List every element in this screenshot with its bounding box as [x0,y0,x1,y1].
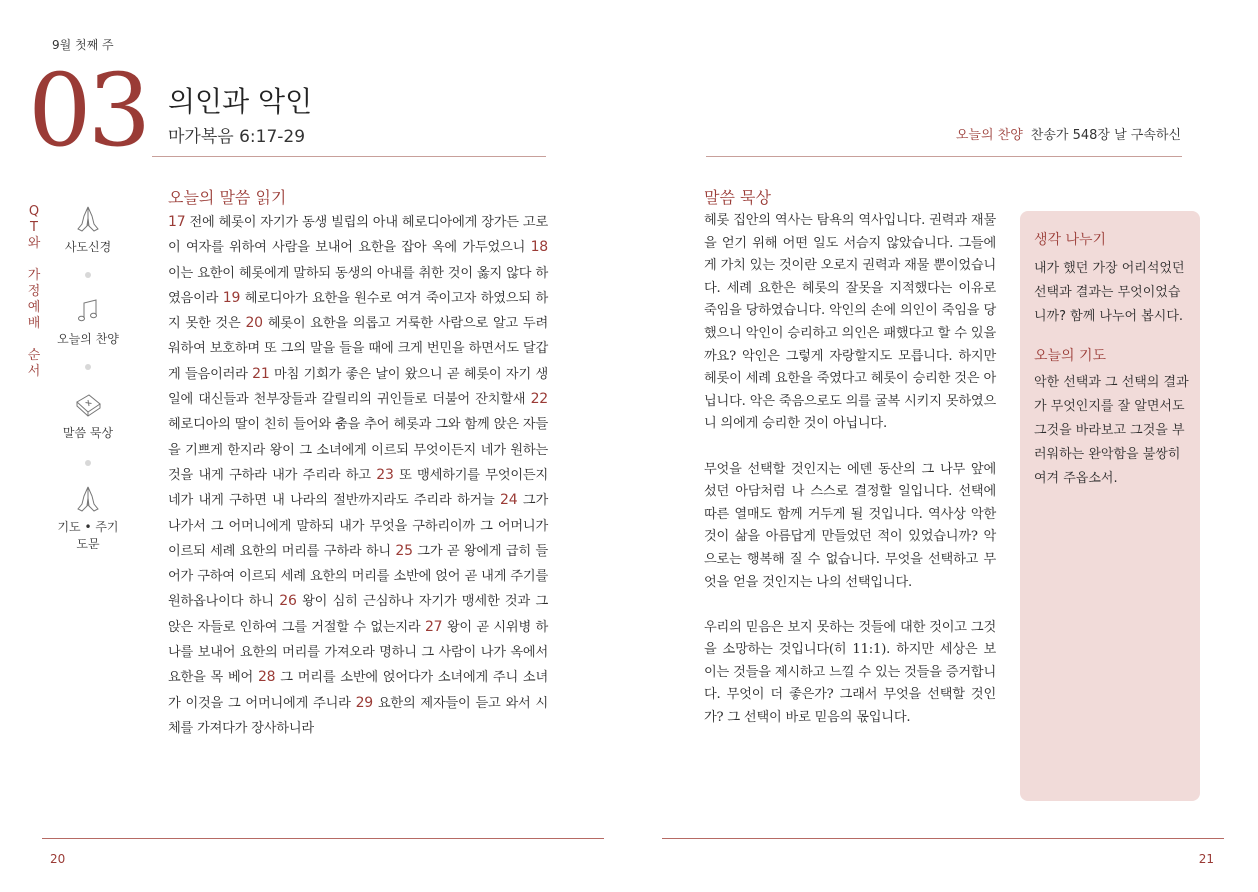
verse-number: 17 [168,214,186,230]
verse-text: 헤롯이 요한을 의롭고 거룩한 사람으로 알고 두려워하여 보호하며 또 그의 말을 들을 때에 크게 번민을 하면서도 달갑게 들음이러라 [168,316,549,382]
vertical-char: 배 [27,316,41,331]
meditation-paragraph: 우리의 믿음은 보지 못하는 것들에 대한 것이고 그것을 소망하는 것입니다(히 11:1). 하지만 세상은 보이는 것들을 제시하고 느낄 수 있는 것들을 증거합니다. 무엇이 더 좋은가? 그래서 무엇을 선택할 것인가? 그 선택이 바로 믿음의 몫입니다. [704,619,996,726]
verse-number: 25 [395,542,413,559]
vertical-char: 가 [27,268,41,283]
hymn-text: 찬송가 548장 날 구속하신 [1030,128,1181,143]
verse-text: 헤로디아가 요한을 원수로 여겨 죽이고자 하였으되 하지 못한 것은 [168,290,548,332]
nav-item-creed [52,204,124,255]
vertical-order-label [26,204,42,380]
verse-text: 요한의 제자들이 듣고 와서 시체를 가져다가 장사하니라 [168,695,548,736]
praying-hands-icon [73,484,103,514]
vertical-char: Q [28,204,40,219]
verse-text: 헤로디아의 딸이 친히 들어와 춤을 추어 헤롯과 그와 함께 앉은 자들을 기쁘게 한지라 왕이 그 소녀에게 이르되 무엇이든지 네가 원하는 것을 내게 구하라 내가 주리라 하고 [168,417,548,483]
vertical-char: 정 [27,284,41,299]
prayer-text: 악한 선택과 그 선택의 결과가 무엇인지를 잘 알면서도 그것을 바라보고 그것을 부러워하는 완악함을 불쌍히 여겨 주옵소서. [1034,375,1189,486]
verse-text: 또 맹세하기를 무엇이든지 네가 내게 구하면 내 나라의 절반까지라도 주리라 하거늘 [168,467,548,509]
nav-item-label: 말씀 묵상 [62,426,114,440]
verse-text: 전에 헤롯이 자기가 동생 빌립의 아내 헤로디아에게 장가든 고로 이 여자를 위하여 사람을 보내어 요한을 잡아 옥에 가두었으니 [168,215,548,256]
verse-number: 27 [424,618,443,635]
nav-item-hymn [52,296,124,347]
nav-separator-dot [85,460,91,466]
verse-number: 20 [245,315,263,332]
page-title: 의인과 악인 [168,85,313,118]
vertical-char: 예 [27,300,41,315]
divider [152,156,546,157]
nav-separator-dot [85,272,91,278]
share-text: 내가 했던 가장 어리석었던 선택과 결과는 무엇이었습니까? 함께 나누어 봅시다. [1034,261,1185,324]
scripture-heading: 오늘의 말씀 읽기 [168,188,287,207]
verse-number: 21 [252,365,270,382]
verse-number: 26 [279,593,297,610]
nav-item-meditation [52,390,124,441]
music-note-icon [73,296,103,326]
verse-text: 마침 기회가 좋은 날이 왔으니 곧 헤롯이 자기 생일에 대신들과 천부장들과 갈릴리의 귀인들로 더불어 잔치할새 [168,366,549,408]
day-number: 03 [28,52,148,169]
verse-number: 29 [355,694,373,711]
meditation-text [704,210,996,752]
footer-divider [662,838,1224,839]
vertical-char: 서 [27,364,41,379]
meditation-paragraph: 헤롯 집안의 역사는 탐욕의 역사입니다. 권력과 재물을 얻기 위해 어떤 일도 서슴지 않았습니다. 그들에게 가치 있는 것이란 오로지 권력과 재물 뿐이었습니다. 세례 요한은 헤롯의 잘못을 지적했다는 이유로 죽임을 당하였습니다. 악인의 손에 의인이 죽임을 당했으니 악인이 승리하고 의인은 패했다고 할 수 있을까요? 악인은 그렇게 자랑할지도 모릅니다. 하지만 헤롯이 세례 요한을 죽였다고 헤롯이 승리한 것은 아닙니다. 악은 죽음으로도 의를 굴복 시키지 못하였으니 의에게 승리한 것이 아닙니다. [704,213,996,432]
passage-reference: 마가복음 6:17-29 [168,127,306,147]
praying-hands-icon [73,204,103,234]
verse-number: 22 [530,391,548,408]
verse-number: 28 [257,669,276,686]
footer-divider [42,838,604,839]
verse-number: 24 [500,492,518,509]
bible-book-icon [73,390,103,420]
page-number-right: 21 [1198,852,1214,866]
sharing-box [1020,211,1200,801]
vertical-char: T [30,220,38,235]
prayer-heading: 오늘의 기도 [1034,348,1107,364]
nav-item-label: 기도 • 주기도문 [57,520,119,551]
hymn-info [956,124,1181,143]
nav-item-prayer [52,484,124,552]
verse-number: 23 [376,466,394,483]
verse-text: 그 머리를 소반에 얹어다가 소녀에게 주니 소녀가 이것을 그 어머니에게 주니라 [168,670,548,711]
divider [706,156,1182,157]
share-heading: 생각 나누기 [1034,232,1107,248]
nav-separator-dot [85,364,91,370]
page-number-left: 20 [50,852,66,866]
scripture-text [168,210,548,741]
verse-text: 그가 나가서 그 어머니에게 말하되 내가 무엇을 구하리이까 그 어머니가 이르되 세례 요한의 머리를 구하라 하니 [168,493,548,559]
verse-text: 왕이 곧 시위병 하나를 보내어 요한의 머리를 가져오라 명하니 그 사람이 나가 옥에서 요한을 목 베어 [168,619,548,686]
nav-item-label: 사도신경 [64,240,112,254]
vertical-char: 와 [27,236,41,251]
vertical-char: 순 [27,348,41,363]
nav-item-label: 오늘의 찬양 [57,332,119,346]
hymn-label: 오늘의 찬양 [955,128,1023,143]
meditation-heading: 말씀 묵상 [704,188,771,207]
verse-text: 그가 곧 왕에게 급히 들어가 구하여 이르되 세례 요한의 머리를 소반에 얹어 곧 내게 주기를 원하옵나이다 하니 [168,543,548,610]
meditation-paragraph: 무엇을 선택할 것인지는 에덴 동산의 그 나무 앞에 섰던 아담처럼 나 스스로 결정할 일입니다. 선택에 따른 열매도 함께 거두게 될 것입니다. 역사상 악한 것이 삶을 아름답게 만들었던 적이 있었습니까? 악으로는 행복해 질 수 없습니다. 무엇을 선택하고 무엇을 얻을 것인지는 나의 선택입니다. [704,461,996,590]
week-label: 9월 첫째 주 [52,38,114,52]
verse-text: 왕이 심히 근심하나 자기가 맹세한 것과 그 앉은 자들로 인하여 그를 거절할 수 없는지라 [168,594,549,635]
verse-number: 18 [530,239,548,256]
verse-number: 19 [222,289,241,306]
verse-text: 이는 요한이 헤롯에게 말하되 동생의 아내를 취한 것이 옳지 않다 하였음이라 [168,265,548,306]
